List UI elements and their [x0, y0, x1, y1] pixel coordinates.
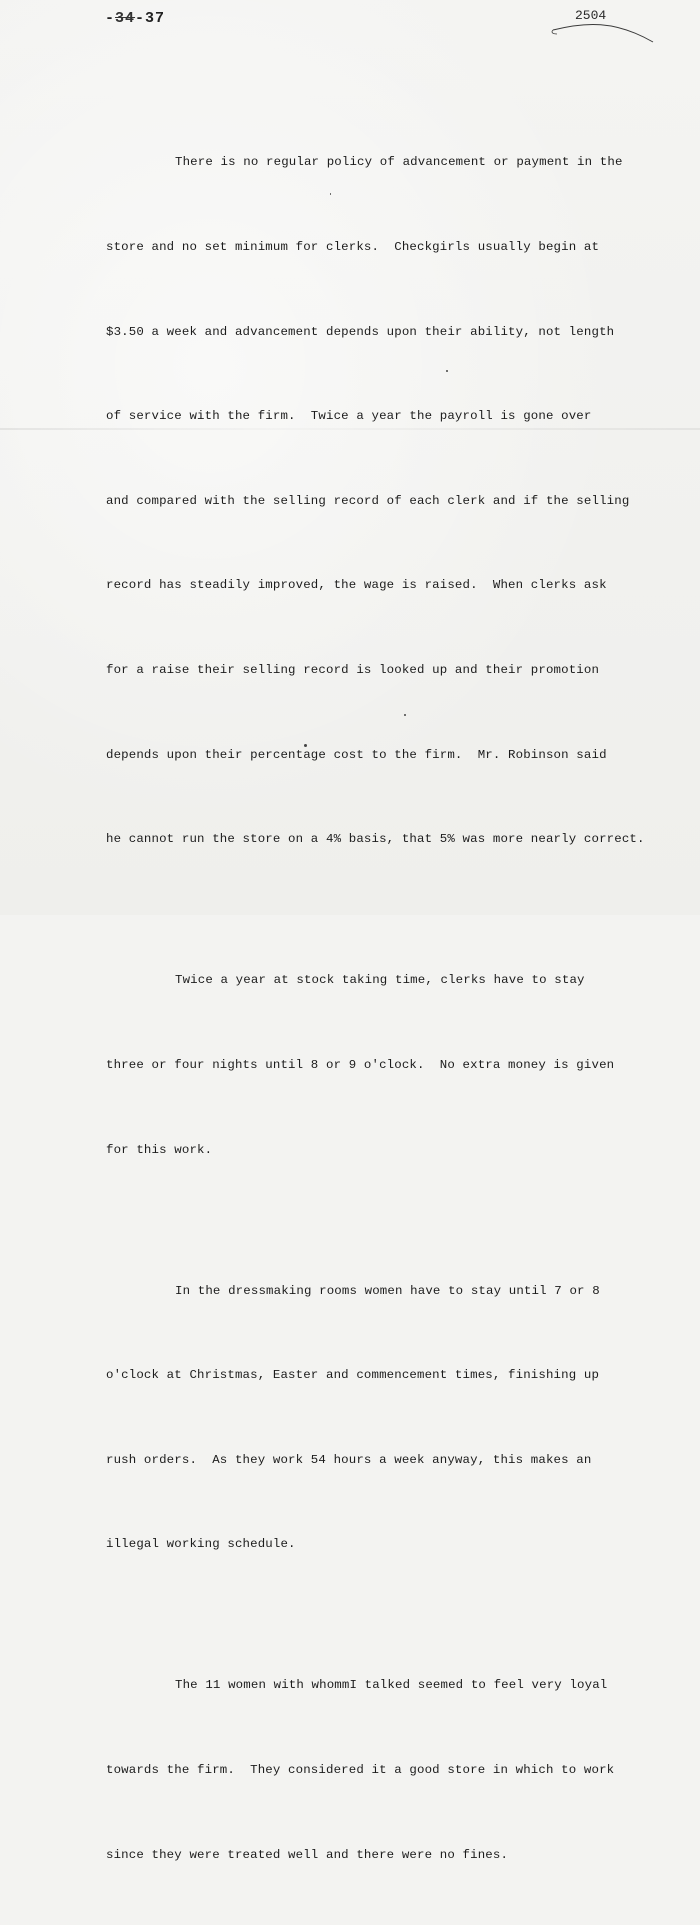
text-line: In the dressmaking rooms women have to stay until 7 or 8: [175, 1283, 600, 1298]
text-line: for a raise their selling record is looked up and their promotion: [106, 663, 600, 678]
page-marker-struck: 34: [115, 10, 136, 27]
text-line: towards the firm. They considered it a good store in which to work: [106, 1762, 615, 1777]
text-line: and compared with the selling record of each clerk and if the selling: [106, 493, 630, 508]
text-line: he cannot run the store on a 4% basis, that 5% was more nearly correct.: [106, 832, 645, 847]
text-line: The 11 women with whommI talked seemed to feel very loyal: [175, 1678, 608, 1693]
paragraph-1: [106, 92, 645, 910]
ink-speck: [404, 714, 406, 716]
text-line: rush orders. As they work 54 hours a week anyway, this makes an: [106, 1452, 592, 1467]
paragraph-4: [106, 1615, 626, 1925]
text-line: There is no regular policy of advancement or payment in the: [175, 155, 623, 170]
page-marker-current: 37: [145, 10, 166, 27]
page-marker: -34-37: [105, 10, 166, 27]
text-line: depends upon their percentage cost to the firm. Mr. Robinson said: [106, 747, 607, 762]
text-line: since they were treated well and there were no fines.: [106, 1847, 509, 1862]
text-line: Twice a year at stock taking time, clerks have to stay: [175, 973, 585, 988]
text-line: of service with the firm. Twice a year the payroll is gone over: [106, 409, 592, 424]
pencil-underline-mark: [545, 14, 660, 46]
text-line: three or four nights until 8 or 9 o'clock. No extra money is given: [106, 1057, 615, 1072]
page-number: 2504: [575, 8, 607, 23]
text-line: record has steadily improved, the wage is raised. When clerks ask: [106, 578, 607, 593]
text-line: o'clock at Christmas, Easter and commencement times, finishing up: [106, 1368, 600, 1383]
ink-speck: [446, 370, 448, 372]
text-line: store and no set minimum for clerks. Checkgirls usually begin at: [106, 240, 600, 255]
typed-body-text: [106, 92, 645, 1925]
text-line: illegal working schedule.: [106, 1537, 296, 1552]
text-line: $3.50 a week and advancement depends upon their ability, not length: [106, 324, 615, 339]
paragraph-2: [106, 910, 626, 1220]
paragraph-3: [106, 1220, 626, 1615]
ink-speck: [330, 193, 331, 195]
text-line: for this work.: [106, 1142, 213, 1157]
ink-speck: [304, 744, 307, 747]
